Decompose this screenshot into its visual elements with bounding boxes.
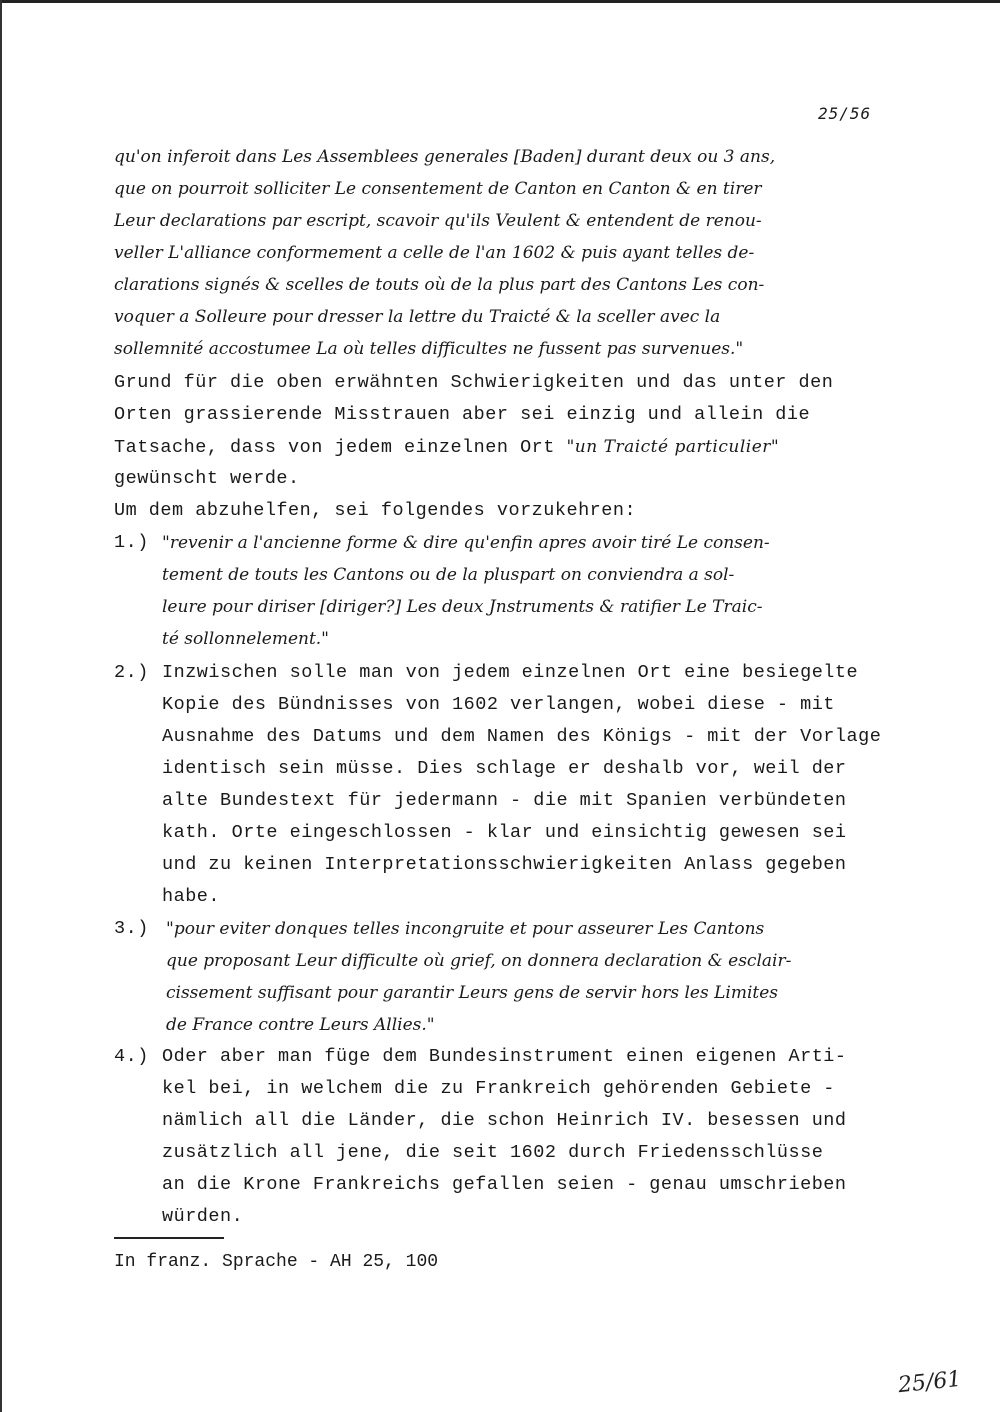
item-4-line-6: würden. — [162, 1206, 244, 1227]
item-2-line-1: Inzwischen solle man von jedem einzelnen Ort eine besiegelte — [162, 662, 859, 683]
quote-line-3: Leur declarations par escript, scavoir qu'ils Veulent & entendent de renou- — [114, 211, 762, 231]
item-3-line-1: "pour eviter donques telles incongruite et pour asseurer Les Cantons — [166, 919, 765, 939]
item-2-line-3: Ausnahme des Datums und dem Namen des Königs - mit der Vorlage — [162, 726, 882, 747]
paragraph-line-4: gewünscht werde. — [114, 468, 300, 489]
item-2-line-6: kath. Orte eingeschlossen - klar und einsichtig gewesen sei — [162, 822, 847, 843]
quote-line-1: qu'on inferoit dans Les Assemblees generales [Baden] durant deux ou 3 ans, — [114, 147, 776, 167]
item-2-line-4: identisch sein müsse. Dies schlage er deshalb vor, weil der — [162, 758, 847, 779]
quote-line-5: clarations signés & scelles de touts où de la plus part des Cantons Les con- — [114, 275, 765, 295]
intro-line: Um dem abzuhelfen, sei folgendes vorzukehren: — [114, 500, 637, 521]
item-1-line-1: "revenir a l'ancienne forme & dire qu'enfin apres avoir tiré Le consen- — [162, 533, 770, 553]
item-4-line-1: Oder aber man füge dem Bundesinstrument einen eigenen Arti- — [162, 1046, 847, 1067]
paragraph-line-3-quote: "un Traicté particulier" — [566, 437, 780, 457]
handwritten-page-mark: 25/61 — [896, 1366, 963, 1399]
scan-edge-top — [0, 0, 1000, 3]
item-3-line-2: que proposant Leur difficulte où grief, on donnera declaration & esclair- — [166, 951, 792, 971]
paragraph-line-3-text: Tatsache, dass von jedem einzelnen Ort — [114, 437, 567, 458]
paragraph-line-3 — [114, 436, 779, 462]
item-4-line-3: nämlich all die Länder, die schon Heinrich IV. besessen und — [162, 1110, 847, 1131]
item-4-line-4: zusätzlich all jene, die seit 1602 durch Friedensschlüsse — [162, 1142, 824, 1163]
quote-line-2: que on pourroit solliciter Le consentement de Canton en Canton & en tirer — [114, 179, 762, 199]
item-2-line-8: habe. — [162, 886, 221, 907]
footnote-rule — [114, 1237, 224, 1239]
footnote: In franz. Sprache - AH 25, 100 — [114, 1252, 439, 1272]
item-1-number: 1.) — [114, 532, 149, 553]
paragraph-line-1: Grund für die oben erwähnten Schwierigkeiten und das unter den — [114, 372, 834, 393]
item-4-number: 4.) — [114, 1046, 149, 1067]
item-1-line-2: tement de touts les Cantons ou de la pluspart on conviendra a sol- — [162, 565, 735, 585]
item-3-line-3: cissement suffisant pour garantir Leurs gens de servir hors les Limites — [166, 983, 779, 1003]
item-1-line-4: té sollonnelement." — [162, 629, 330, 649]
item-2-number: 2.) — [114, 662, 149, 683]
paragraph-line-2: Orten grassierende Misstrauen aber sei einzig und allein die — [114, 404, 811, 425]
quote-line-4: veller L'alliance conformement a celle de l'an 1602 & puis ayant telles de- — [114, 243, 755, 263]
item-3-number: 3.) — [114, 918, 149, 939]
item-1-line-3: leure pour diriser [diriger?] Les deux Jnstruments & ratifier Le Traic- — [162, 597, 763, 617]
item-4-line-5: an die Krone Frankreichs gefallen seien - genau umschrieben — [162, 1174, 847, 1195]
item-2-line-7: und zu keinen Interpretationsschwierigkeiten Anlass gegeben — [162, 854, 847, 875]
quote-line-7: sollemnité accostumee La où telles difficultes ne fussent pas survenues." — [114, 339, 744, 359]
item-3-line-4: de France contre Leurs Allies." — [166, 1015, 435, 1035]
item-4-line-2: kel bei, in welchem die zu Frankreich gehörenden Gebiete - — [162, 1078, 835, 1099]
item-2-line-5: alte Bundestext für jedermann - die mit Spanien verbündeten — [162, 790, 847, 811]
quote-line-6: voquer a Solleure pour dresser la lettre du Traicté & la sceller avec la — [114, 307, 721, 327]
scan-edge-left — [0, 0, 2, 1412]
page-number: 25/56 — [818, 104, 872, 123]
item-2-line-2: Kopie des Bündnisses von 1602 verlangen, wobei diese - mit — [162, 694, 835, 715]
